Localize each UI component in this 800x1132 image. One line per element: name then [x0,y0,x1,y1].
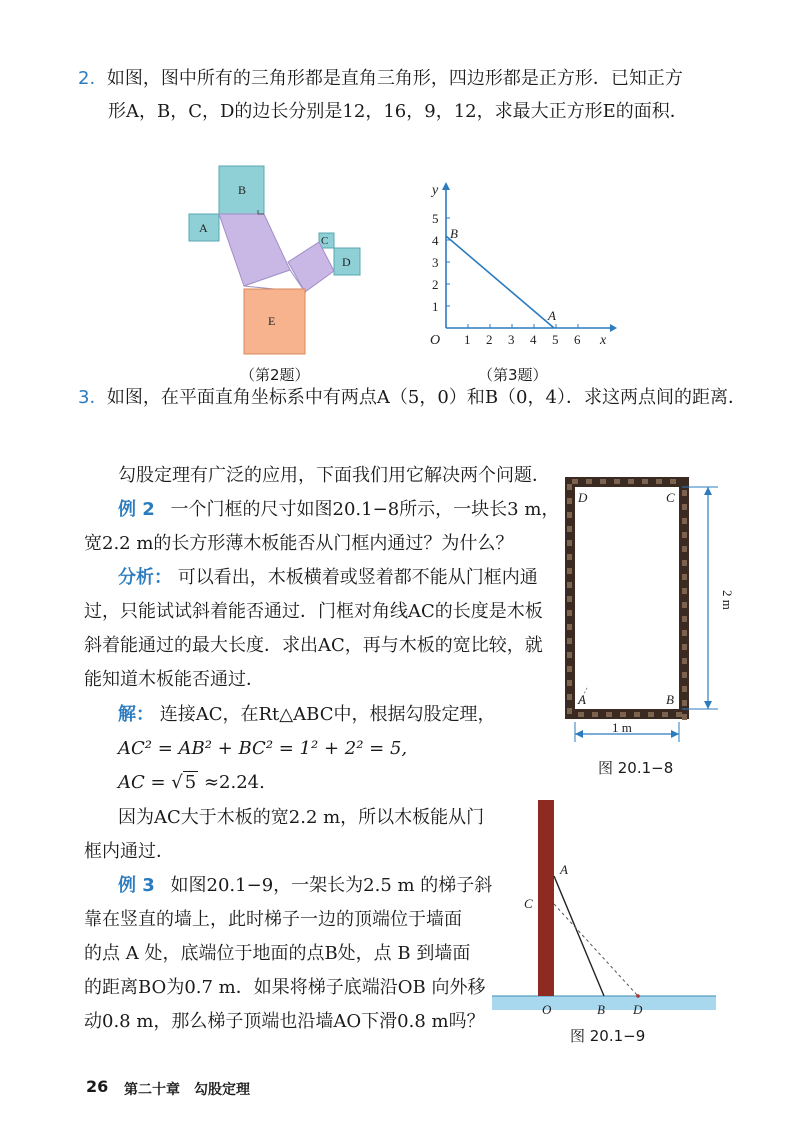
frame-texture-mark [628,479,634,484]
frame-texture-mark [682,602,687,608]
axis-x-label: x [600,333,607,348]
frame-texture-mark [620,712,626,717]
x-tick-label: 1 [464,332,471,347]
label-b: B [238,183,247,197]
point-b: B [597,1002,605,1017]
point-a-label: A [548,308,556,323]
problem-3-number: 3. [78,387,96,408]
equation-2-lhs: AC = [118,772,172,793]
problem-2-text-2: 形A，B，C，D的边长分别是12，16，9，12，求最大正方形E的面积． [108,101,688,122]
dim-arrow-right [671,730,679,738]
frame-texture-mark [642,479,648,484]
frame-texture-mark [567,666,572,672]
analysis-line-3: 斜着能通过的最大长度．求出AC，再与木板的宽比较，就 [84,635,543,656]
frame-texture-mark [567,568,572,574]
sqrt-symbol: √ [171,772,183,793]
example-2-line-1 [118,497,559,523]
frame-texture-mark [682,700,687,706]
point-b-label: B [450,226,458,241]
frame-texture-mark [682,630,687,636]
analysis-line-2: 过，只能试试斜着能否通过．门框对角线AC的长度是木板 [84,601,543,622]
frame-texture-mark [682,672,687,678]
y-tick-label: 1 [432,299,439,314]
frame-texture-mark [578,712,584,717]
frame-texture-mark [682,714,687,720]
label-e: E [268,314,276,328]
x-tick-label: 2 [486,332,493,347]
y-tick-label: 4 [432,233,439,248]
example-3-line-1 [118,873,492,899]
y-tick-label: 5 [432,211,439,226]
frame-texture-mark [592,712,598,717]
dim-arrow-left [575,730,583,738]
door-frame-inner [575,487,679,709]
solution-text-1: 连接AC，在Rt△ABC中，根据勾股定理， [159,704,496,725]
analysis-line-4: 能知道木板能否通过． [84,669,264,690]
conclusion-line-1: 因为AC大于木板的宽2.2 m，所以木板能从门 [118,807,485,828]
frame-texture-mark [648,712,654,717]
ladder-dashed [554,904,638,996]
corner-b: B [666,692,674,707]
frame-texture-mark [682,658,687,664]
solution-label: 解： [118,704,154,725]
x-tick-label: 5 [552,332,559,347]
page-number: 26 [86,1077,109,1096]
frame-texture-mark [606,712,612,717]
frame-texture-mark [567,512,572,518]
point-d: D [633,1002,643,1017]
frame-texture-mark [567,694,572,700]
example-2-text-1: 一个门框的尺寸如图20.1−8所示，一块长3 m， [170,499,560,520]
x-axis-arrow [610,324,617,332]
frame-texture-mark [682,644,687,650]
example-3-line-5: 动0.8 m，那么梯子顶端也沿墙AO下滑0.8 m吗？ [84,1011,485,1032]
frame-texture-mark [662,712,668,717]
label-d: D [342,255,351,269]
conclusion-line-2: 框内通过． [84,841,174,862]
frame-texture-mark [682,490,687,496]
frame-texture-mark [567,680,572,686]
problem-2-caption: （第2题） [240,366,310,384]
figure-20-1-8-caption: 图 20.1−8 [598,759,674,777]
ladder-solid [554,876,604,996]
frame-texture-mark [682,616,687,622]
problem-2-number: 2. [78,68,96,89]
frame-texture-mark [567,554,572,560]
frame-texture-mark [567,540,572,546]
solution-line-1 [118,702,495,728]
door-frame-figure [560,472,735,748]
width-label: 1 m [612,720,632,735]
frame-texture-mark [600,479,606,484]
frame-texture-mark [567,610,572,616]
point-a: A [560,862,568,877]
equation-2-radicand: 5 [184,772,197,793]
equation-2 [118,770,265,796]
axis-y-label: y [432,183,439,198]
x-tick-label: 3 [508,332,515,347]
chapter-title: 第二十章 勾股定理 [124,1082,250,1098]
problem-2-text-1: 如图，图中所有的三角形都是直角三角形，四边形都是正方形．已知正方 [106,68,683,89]
frame-texture-mark [586,479,592,484]
frame-texture-mark [567,526,572,532]
frame-texture-mark [572,479,578,484]
example-3-label: 例 3 [118,875,155,896]
ladder-figure [492,796,716,1022]
example-3-line-3: 的点 A 处，底端位于地面的点B处，点 B 到墙面 [84,943,471,964]
y-tick-label: 2 [432,277,439,292]
label-a: A [199,221,208,235]
y-tick-label: 3 [432,255,439,270]
equation-2-rhs: ≈2.24. [198,772,265,793]
example-2-line-2: 宽2.2 m的长方形薄木板能否从门框内通过？为什么？ [84,533,514,554]
frame-texture-mark [682,518,687,524]
example-3-text-1: 如图20.1−9，一架长为2.5 m 的梯子斜 [170,875,493,896]
dim-arrow-bottom [704,701,712,709]
dim-arrow-top [704,487,712,495]
frame-texture-mark [656,479,662,484]
example-3-line-2: 靠在竖直的墙上，此时梯子一边的顶端位于墙面 [84,909,462,930]
frame-texture-mark [682,560,687,566]
point-o: O [542,1002,552,1017]
example-2-label: 例 2 [118,499,155,520]
label-c: C [321,235,329,247]
frame-texture-mark [567,582,572,588]
frame-texture-mark [682,588,687,594]
frame-texture-mark [682,504,687,510]
analysis-text-1: 可以看出，木板横着或竖着都不能从门框内通 [177,567,538,588]
y-axis-arrow [442,182,450,190]
frame-texture-mark [682,574,687,580]
point-d-mark [636,994,640,998]
problem-3-caption: （第3题） [478,366,548,384]
frame-texture-mark [682,546,687,552]
segment-ab [446,236,554,328]
x-tick-label: 6 [574,332,581,347]
frame-texture-mark [567,624,572,630]
wall [538,800,554,996]
frame-texture-mark [676,712,682,717]
equation-1: AC² = AB² + BC² = 1² + 2² = 5, [118,738,408,759]
corner-a: A [578,692,586,707]
corner-d: D [578,490,588,505]
figure-20-1-9-caption: 图 20.1−9 [570,1027,646,1045]
frame-texture-mark [567,652,572,658]
problem-2-line-1 [78,66,683,92]
problem-2-line-2 [108,99,688,125]
analysis-line-1 [118,565,538,591]
frame-texture-mark [567,596,572,602]
frame-texture-mark [682,532,687,538]
analysis-label: 分析： [118,567,172,588]
corner-c: C [666,490,675,505]
frame-texture-mark [567,708,572,714]
frame-texture-mark [567,498,572,504]
problem-3-line [78,385,746,411]
point-c: C [524,896,533,911]
problem-3-figure [418,180,618,360]
frame-texture-mark [614,479,620,484]
frame-texture-mark [567,638,572,644]
frame-texture-mark [567,484,572,490]
x-tick-label: 4 [530,332,537,347]
frame-texture-mark [682,686,687,692]
problem-3-text: 如图，在平面直角坐标系中有两点A（5，0）和B（0，4）．求这两点间的距离． [106,387,746,408]
intro-text: 勾股定理有广泛的应用，下面我们用它解决两个问题． [118,465,550,486]
height-label: 2 m [720,590,735,610]
frame-texture-mark [670,479,676,484]
origin-label: O [430,333,441,348]
frame-texture-mark [634,712,640,717]
example-3-line-4: 的距离BO为0.7 m．如果将梯子底端沿OB 向外移 [84,977,486,998]
problem-2-figure [180,160,380,360]
